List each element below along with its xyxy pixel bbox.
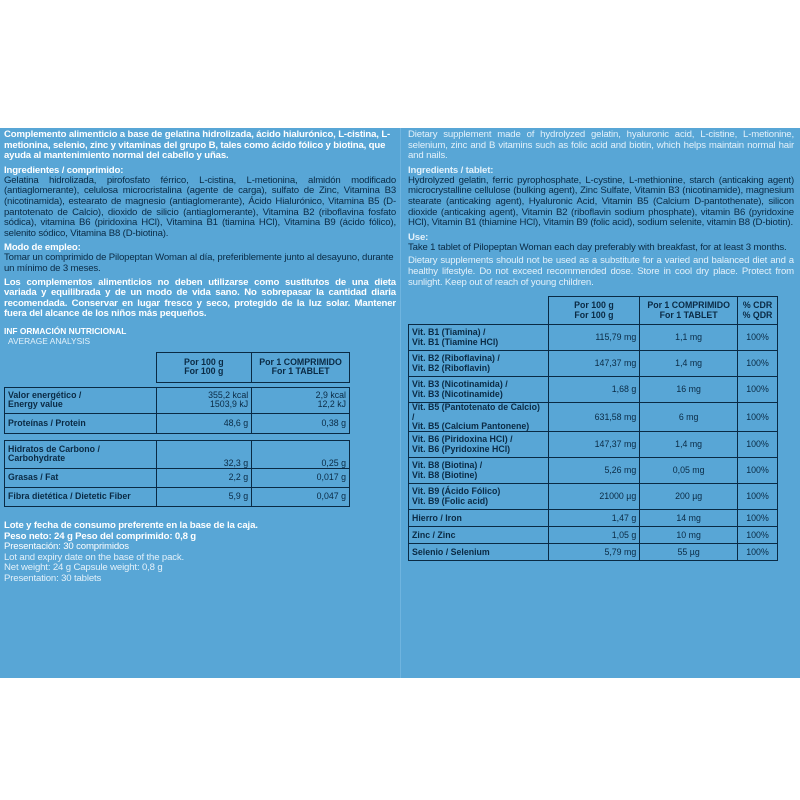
use-text-en: Take 1 tablet of Pilopeptan Woman each day preferably with breakfast, for at least 3 months. — [408, 241, 787, 253]
table-row — [409, 458, 778, 484]
row-name: Zinc / Zinc — [409, 527, 549, 544]
row-per100: 147,37 mg — [548, 351, 640, 377]
header-per100: Por 100 g For 100 g — [548, 297, 640, 325]
table-row — [5, 413, 350, 433]
row-per100: 355,2 kcal 1503,9 kJ — [156, 387, 252, 413]
row-per1: 1,1 mg — [640, 325, 738, 351]
row-name: Selenio / Selenium — [409, 544, 549, 561]
row-per100: 1,68 g — [548, 377, 640, 403]
row-per1: 6 mg — [640, 403, 738, 432]
row-cdr: 100% — [738, 458, 778, 484]
weight-en: Net weight: 24 g Capsule weight: 0,8 g — [4, 562, 163, 574]
presentation-es: Presentación: 30 comprimidos — [4, 541, 129, 553]
row-cdr: 100% — [738, 527, 778, 544]
intro-es: Complemento alimenticio a base de gelatina hidrolizada, ácido hialurónico, L-cistina, L-metionina, selenio, zinc y vitaminas del grupo B, tales como ácido fólico y biotina, que ayuda al mantenimiento normal del cabello y uñas. — [4, 129, 391, 162]
label-panel — [0, 128, 800, 678]
row-per100: 32,3 g — [156, 440, 252, 468]
row-name: Vit. B5 (Pantotenato de Calcio) / Vit. B5 (Calcium Pantonene) — [409, 403, 549, 432]
nutrition-subtitle: AVERAGE ANALYSIS — [8, 335, 91, 346]
header-per1: Por 1 COMPRIMIDO For 1 TABLET — [640, 297, 738, 325]
row-name: Vit. B2 (Riboflavina) / Vit. B2 (Riboflavin) — [409, 351, 549, 377]
ingredients-text-en: Hydrolyzed gelatin, ferric pyrophosphate, L-cystine, L-methionine, starch (anticaking agent) microcrystalline cellulose (bulking agent), Zinc Sulfate, Vitamin B3 (nicotinamide), magnesium stearate (anticaking agent), Hyaluronic Acid, Vitamin B5 (Calcium D-pantothenate), silicon dioxide (anticaking agent), Vitamin B2 (riboflavin sodium phosphate), vitamin B6 (pyridoxine HCl), Vitamin B1 (thiamine HCl), Vitamin B9 (folic acid), sodium selenite, vitamin B8 (D-biotin). — [408, 174, 794, 229]
row-cdr: 100% — [738, 510, 778, 527]
row-per100: 5,26 mg — [548, 458, 640, 484]
row-per100: 631,58 mg — [548, 403, 640, 432]
english-column — [408, 130, 794, 561]
lot-en: Lot and expiry date on the base of the pack. — [4, 551, 185, 563]
row-per1: 16 mg — [640, 377, 738, 403]
ingredients-title-en: Ingredients / tablet: — [408, 164, 494, 176]
row-name: Vit. B6 (Piridoxina HCl) / Vit. B6 (Pyridoxine HCl) — [409, 432, 549, 458]
row-per100: 21000 µg — [548, 484, 640, 510]
table-row — [409, 325, 778, 351]
row-cdr: 100% — [738, 377, 778, 403]
use-title-es: Modo de empleo: — [4, 242, 81, 254]
row-per1: 10 mg — [640, 527, 738, 544]
row-name: Hidratos de Carbono / Carbohydrate — [5, 440, 157, 468]
ingredients-title-es: Ingredientes / comprimido: — [4, 164, 124, 176]
row-name: Valor energético / Energy value — [5, 387, 157, 413]
row-per100: 1,47 g — [548, 510, 640, 527]
table-row — [5, 440, 350, 468]
row-name: Vit. B3 (Nicotinamida) / Vit. B3 (Nicotinamide) — [409, 377, 549, 403]
table-row — [409, 510, 778, 527]
row-per100: 5,9 g — [156, 487, 252, 506]
row-per1: 0,017 g — [252, 468, 350, 487]
row-name: Grasas / Fat — [5, 468, 157, 487]
row-per100: 115,79 mg — [548, 325, 640, 351]
use-text-es: Tomar un comprimido de Pilopeptan Woman al día, preferiblemente junto al desayuno, durante un mínimo de 3 meses. — [4, 252, 394, 274]
table-row — [409, 351, 778, 377]
row-per100: 48,6 g — [156, 413, 252, 433]
row-cdr: 100% — [738, 351, 778, 377]
intro-en: Dietary supplement made of hydrolyzed gelatin, hyaluronic acid, L-cistine, L-metionine, selenium, zinc and B vitamins such as folic acid and biotin, which helps maintain normal hair and nails. — [408, 129, 794, 162]
column-divider — [400, 128, 401, 678]
table-row — [5, 487, 350, 506]
row-per1: 14 mg — [640, 510, 738, 527]
row-cdr: 100% — [738, 325, 778, 351]
row-per1: 0,25 g — [252, 440, 350, 468]
header-cdr: % CDR % QDR — [738, 297, 778, 325]
row-per1: 1,4 mg — [640, 432, 738, 458]
table-row — [5, 468, 350, 487]
row-per100: 2,2 g — [156, 468, 252, 487]
row-per100: 1,05 g — [548, 527, 640, 544]
table-row — [409, 544, 778, 561]
table-row — [409, 527, 778, 544]
warning-en: Dietary supplements should not be used as a substitute for a varied and balanced diet and a healthy lifestyle. Do not exceed recommended dose. Store in cool dry place. Protect from sunlight. Keep out of reach of young children. — [408, 255, 794, 288]
table-row — [409, 377, 778, 403]
use-title-en: Use: — [408, 231, 429, 243]
row-per1: 2,9 kcal 12,2 kJ — [252, 387, 350, 413]
row-name: Proteínas / Protein — [5, 413, 157, 433]
nutrition-title: INF ORMACIÓN NUTRICIONAL — [4, 325, 127, 336]
warning-es: Los complementos alimenticios no deben utilizarse como sustitutos de una dieta variada y equilibrada y de un modo de vida sano. No sobrepasar la cantidad diaria recomendada. Conservar en lugar fresco y seco, protegido de la luz solar. Mantener fuera del alcance de los niños más pequeños. — [4, 276, 396, 320]
vitamin-table — [408, 296, 778, 561]
row-cdr: 100% — [738, 432, 778, 458]
table-row — [5, 387, 350, 413]
table-row — [409, 484, 778, 510]
row-per1: 55 µg — [640, 544, 738, 561]
row-per1: 0,38 g — [252, 413, 350, 433]
row-name: Vit. B1 (Tiamina) / Vit. B1 (Tiamine HCl) — [409, 325, 549, 351]
row-per1: 200 µg — [640, 484, 738, 510]
presentation-en: Presentation: 30 tablets — [4, 572, 102, 584]
ingredients-text-es: Gelatina hidrolizada, pirofosfato férrico, L-cistina, L-metionina, almidón modificado (antiaglomerante), celulosa microcristalina (agente de carga), sulfato de Zinc, Vitamina B3 (nicotinamida), estearato de magnesio (antiaglomerante), Ácido Hialurónico, Vitamina B5 (D-pantotenato de Calcio), dioxido de silicio (antiaglomerante), Vitamina B2 (riboflavina fosfato sódica), vitamina B6 (piridoxina HCl), Vitamina B1 (tiamina HCl), Vitamina B9 (ácido fólico), selenito sódico, Vitamina B8 (D-biotina). — [4, 174, 396, 239]
row-per100: 5,79 mg — [548, 544, 640, 561]
nutrition-table-es — [4, 352, 350, 507]
row-name: Vit. B9 (Ácido Fólico) Vit. B9 (Folic acid) — [409, 484, 549, 510]
row-cdr: 100% — [738, 544, 778, 561]
spanish-column — [4, 130, 396, 584]
row-per100: 147,37 mg — [548, 432, 640, 458]
row-cdr: 100% — [738, 484, 778, 510]
row-per1: 0,047 g — [252, 487, 350, 506]
header-per100: Por 100 g For 100 g — [156, 352, 252, 382]
table-row — [409, 403, 778, 432]
row-name: Fibra dietética / Dietetic Fiber — [5, 487, 157, 506]
weight-es: Peso neto: 24 g Peso del comprimido: 0,8 g — [4, 530, 197, 542]
table-row — [409, 432, 778, 458]
lot-es: Lote y fecha de consumo preferente en la base de la caja. — [4, 519, 258, 531]
row-cdr: 100% — [738, 403, 778, 432]
row-per1: 1,4 mg — [640, 351, 738, 377]
row-name: Vit. B8 (Biotina) / Vit. B8 (Biotine) — [409, 458, 549, 484]
header-per1: Por 1 COMPRIMIDO For 1 TABLET — [252, 352, 350, 382]
row-name: Hierro / Iron — [409, 510, 549, 527]
row-per1: 0,05 mg — [640, 458, 738, 484]
